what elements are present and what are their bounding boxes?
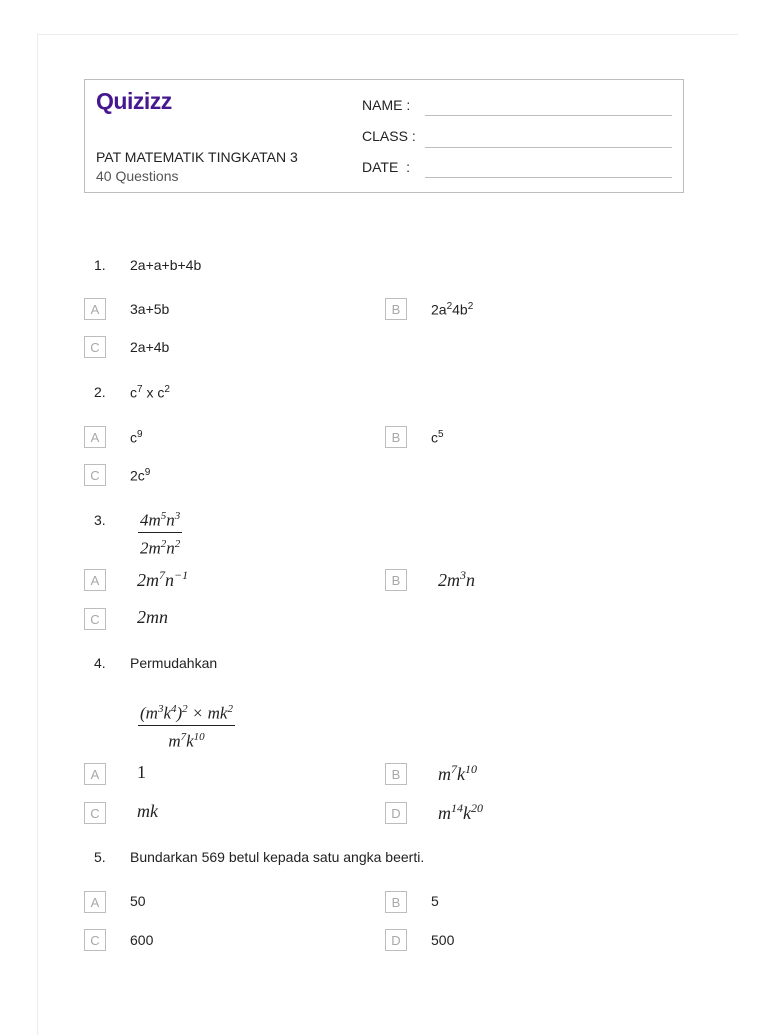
name-input-line[interactable] <box>425 115 672 116</box>
class-input-line[interactable] <box>425 147 672 148</box>
option-math: $m^{14}k^{20}$ <box>438 801 483 823</box>
option-math: $2m^7n^{-1}$ <box>137 568 189 590</box>
option-letter-box[interactable]: C <box>84 336 106 358</box>
option-letter-box[interactable]: C <box>84 464 106 486</box>
question-text: 2a+a+b+4b <box>130 257 202 273</box>
question-count: 40 Questions <box>96 168 179 184</box>
option-math: 2mn <box>137 607 168 627</box>
option-letter-box[interactable]: B <box>385 763 407 785</box>
worksheet-title: PAT MATEMATIK TINGKATAN 3 <box>96 149 298 165</box>
option-text: $2a^24b^2$ <box>431 301 474 318</box>
option-math: $m^7k^{10}$ <box>438 762 477 784</box>
option-text: 50 <box>130 893 146 909</box>
option-letter-box[interactable]: A <box>84 569 106 591</box>
option-letter-box[interactable]: B <box>385 426 407 448</box>
option-math: $2m^3n$ <box>438 568 475 590</box>
option-letter-box[interactable]: C <box>84 608 106 630</box>
quizizz-logo: Quizizz <box>96 88 172 114</box>
option-letter-box[interactable]: A <box>84 763 106 785</box>
fraction-numerator: $(m^3k^4)^2 \times mk^2$ <box>138 699 235 726</box>
option-letter-box[interactable]: D <box>385 929 407 951</box>
date-label: DATE : <box>362 159 410 175</box>
name-field <box>362 97 416 113</box>
option-text: 600 <box>130 932 154 948</box>
question-number: 1. <box>94 257 106 273</box>
question-fraction <box>138 506 182 558</box>
option-text: $c^9$ <box>130 429 143 446</box>
option-letter-box[interactable]: C <box>84 802 106 824</box>
option-text: 2a+4b <box>130 339 170 355</box>
option-text: $2c^9$ <box>130 467 151 484</box>
question-number: 4. <box>94 655 106 671</box>
option-letter-box[interactable]: A <box>84 298 106 320</box>
option-letter-box[interactable]: A <box>84 426 106 448</box>
option-text: 5 <box>431 893 439 909</box>
fraction-denominator: $m^7k^{10}$ <box>168 730 205 751</box>
option-text: $c^5$ <box>431 429 444 446</box>
option-letter-box[interactable]: B <box>385 891 407 913</box>
option-letter-box[interactable]: D <box>385 802 407 824</box>
fraction-denominator: $2m^2n^2$ <box>140 537 181 558</box>
name-label: NAME : <box>362 97 411 113</box>
question-number: 2. <box>94 384 106 400</box>
option-letter-box[interactable]: B <box>385 569 407 591</box>
option-math: 1 <box>137 762 146 782</box>
option-letter-box[interactable]: B <box>385 298 407 320</box>
option-letter-box[interactable]: A <box>84 891 106 913</box>
fraction-numerator: $4m^5n^3$ <box>138 506 182 533</box>
question-text: Permudahkan <box>130 655 218 671</box>
question-number: 3. <box>94 512 106 528</box>
class-label: CLASS : <box>362 128 416 144</box>
option-text: 3a+5b <box>130 301 170 317</box>
date-input-line[interactable] <box>425 177 672 178</box>
date-field <box>362 159 416 175</box>
class-field <box>362 128 416 144</box>
question-number: 5. <box>94 849 106 865</box>
question-fraction <box>138 699 235 751</box>
option-letter-box[interactable]: C <box>84 929 106 951</box>
option-text: 500 <box>431 932 455 948</box>
question-text: $c^7$ x $c^2$ <box>130 384 170 401</box>
option-math: mk <box>137 801 158 821</box>
question-text: Bundarkan 569 betul kepada satu angka beerti. <box>130 849 425 865</box>
